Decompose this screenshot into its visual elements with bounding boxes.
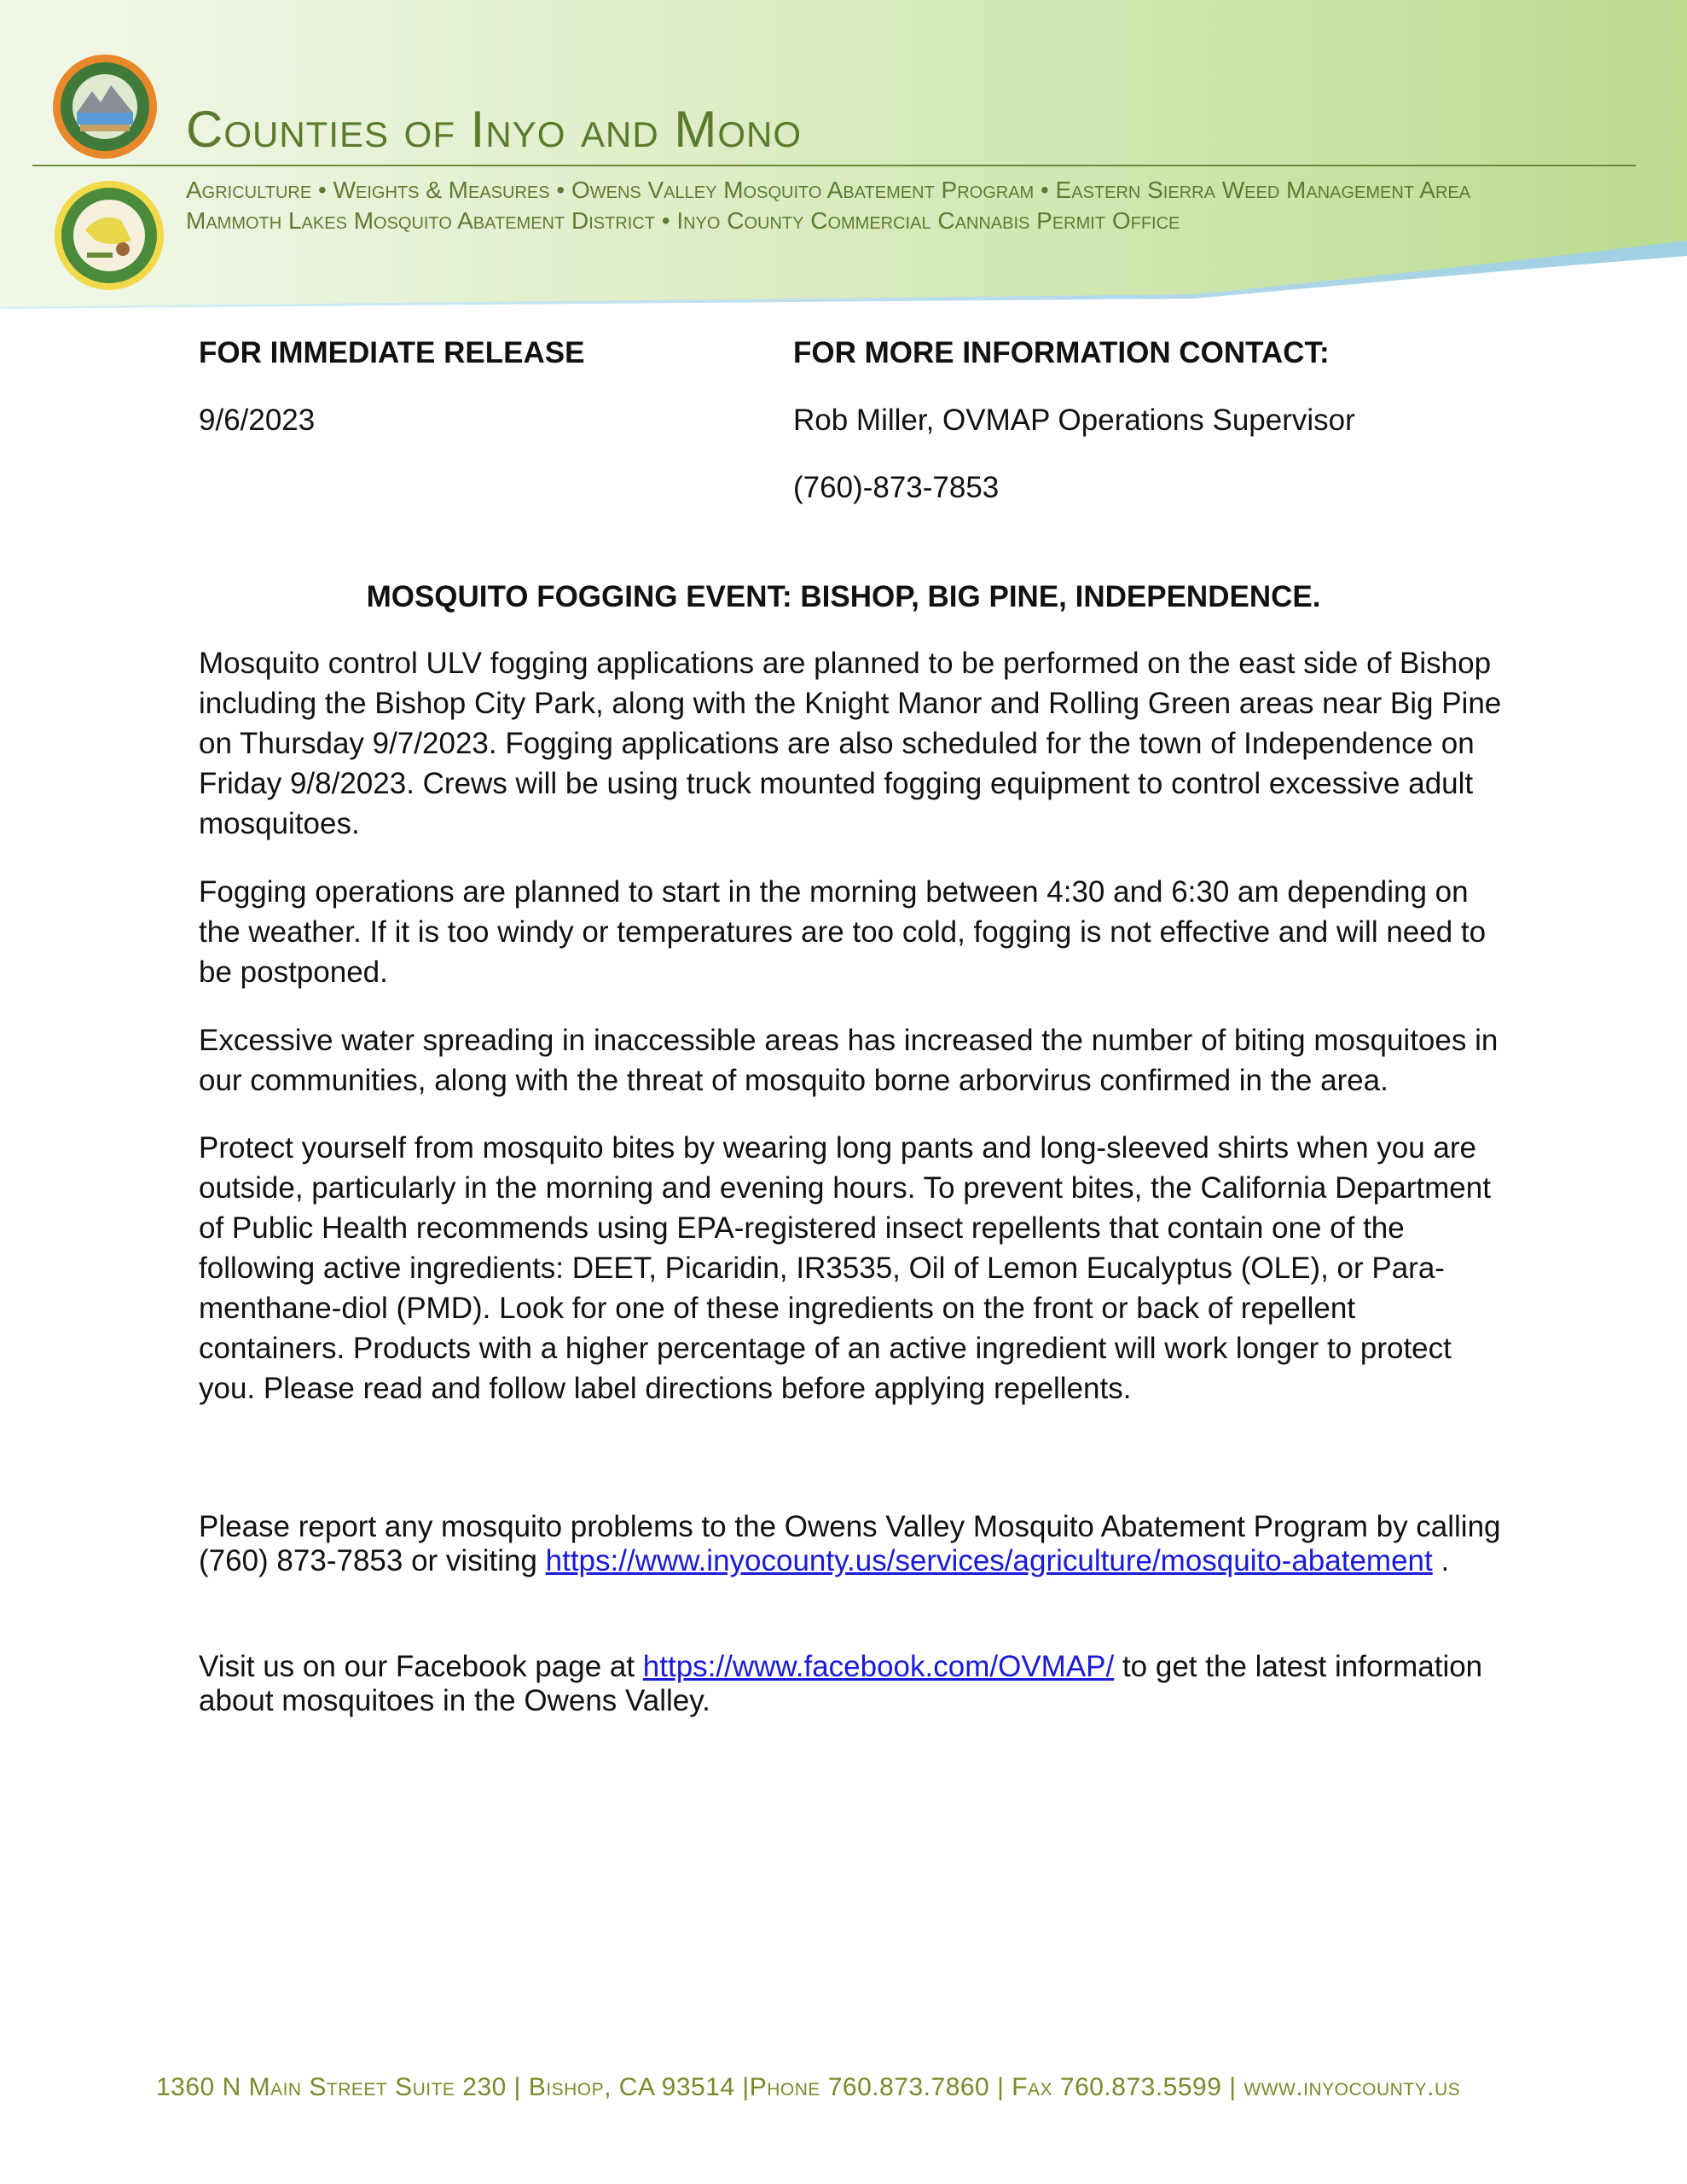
release-date: 9/6/2023	[199, 404, 316, 437]
departments-line-2: Mammoth Lakes Mosquito Abatement District • Inyo County Commercial Cannabis Permit Office	[186, 207, 1180, 234]
contact-label: FOR MORE INFORMATION CONTACT:	[793, 336, 1330, 369]
report-text: Please report any mosquito problems to the Owens Valley Mosquito Abatement Program by calling (760) 873-7853 or visiting	[199, 1510, 1501, 1577]
mosquito-abatement-link[interactable]: https://www.inyocounty.us/services/agriculture/mosquito-abatement	[545, 1544, 1433, 1577]
facebook-link[interactable]: https://www.facebook.com/OVMAP/	[642, 1650, 1115, 1683]
press-release-headline: MOSQUITO FOGGING EVENT: BISHOP, BIG PINE, INDEPENDENCE.	[366, 580, 1321, 613]
letterhead-title: Counties of Inyo and Mono	[186, 101, 803, 158]
footer-address: 1360 N Main Street Suite 230 | Bishop, CA 93514 |Phone 760.873.7860 | Fax 760.873.5599 | www.inyocounty.us	[156, 2073, 1461, 2101]
body-paragraph-1: Mosquito control ULV fogging applications are planned to be performed on the east side of Bishop including the Bishop City Park, along with the Knight Manor and Rolling Green areas near Big Pine on Thursday 9/7/2023. Fogging applications are also scheduled for the town of Independence on Friday 9/8/2023. Crews will be using truck mounted fogging equipment to control excessive adult mosquitoes.	[199, 647, 1502, 840]
body-paragraph-3: Excessive water spreading in inaccessible areas has increased the number of biting mosquitoes in our communities, along with the threat of mosquito borne arborvirus confirmed in the area.	[199, 1024, 1499, 1097]
letterhead-banner	[0, 0, 1687, 316]
release-label: FOR IMMEDIATE RELEASE	[199, 336, 585, 369]
departments-line-1: Agriculture • Weights & Measures • Owens Valley Mosquito Abatement Program • Eastern Sierra Weed Management Area	[186, 177, 1471, 203]
facebook-text: Visit us on our Facebook page at	[199, 1650, 643, 1683]
contact-phone: (760)-873-7853	[793, 471, 1000, 504]
letterhead-rule	[32, 165, 1636, 166]
facebook-text-end: to get the latest information about mosquitoes in the Owens Valley.	[199, 1650, 1483, 1717]
report-paragraph	[199, 1510, 1504, 1578]
report-text-end: .	[1432, 1544, 1450, 1577]
body-paragraph-4: Protect yourself from mosquito bites by wearing long pants and long-sleeved shirts when you are outside, particularly in the morning and evening hours. To prevent bites, the California Department of Public Health recommends using EPA-registered insect repellents that contain one of the following active ingredients: DEET, Picaridin, IR3535, Oil of Lemon Eucalyptus (OLE), or Para-menthane-diol (PMD). Look for one of these ingredients on the front or back of repellent containers. Products with a higher percentage of an active ingredient will work longer to protect you. Please read and follow label directions before applying repellents.	[199, 1131, 1491, 1405]
body-paragraph-2: Fogging operations are planned to start in the morning between 4:30 and 6:30 am depending on the weather. If it is too windy or temperatures are too cold, fogging is not effective and will need to be postponed.	[199, 875, 1487, 989]
county-of-mono-seal-icon	[53, 179, 165, 292]
facebook-paragraph	[199, 1650, 1504, 1718]
contact-name: Rob Miller, OVMAP Operations Supervisor	[793, 404, 1355, 437]
county-of-inyo-seal-icon	[51, 53, 159, 160]
